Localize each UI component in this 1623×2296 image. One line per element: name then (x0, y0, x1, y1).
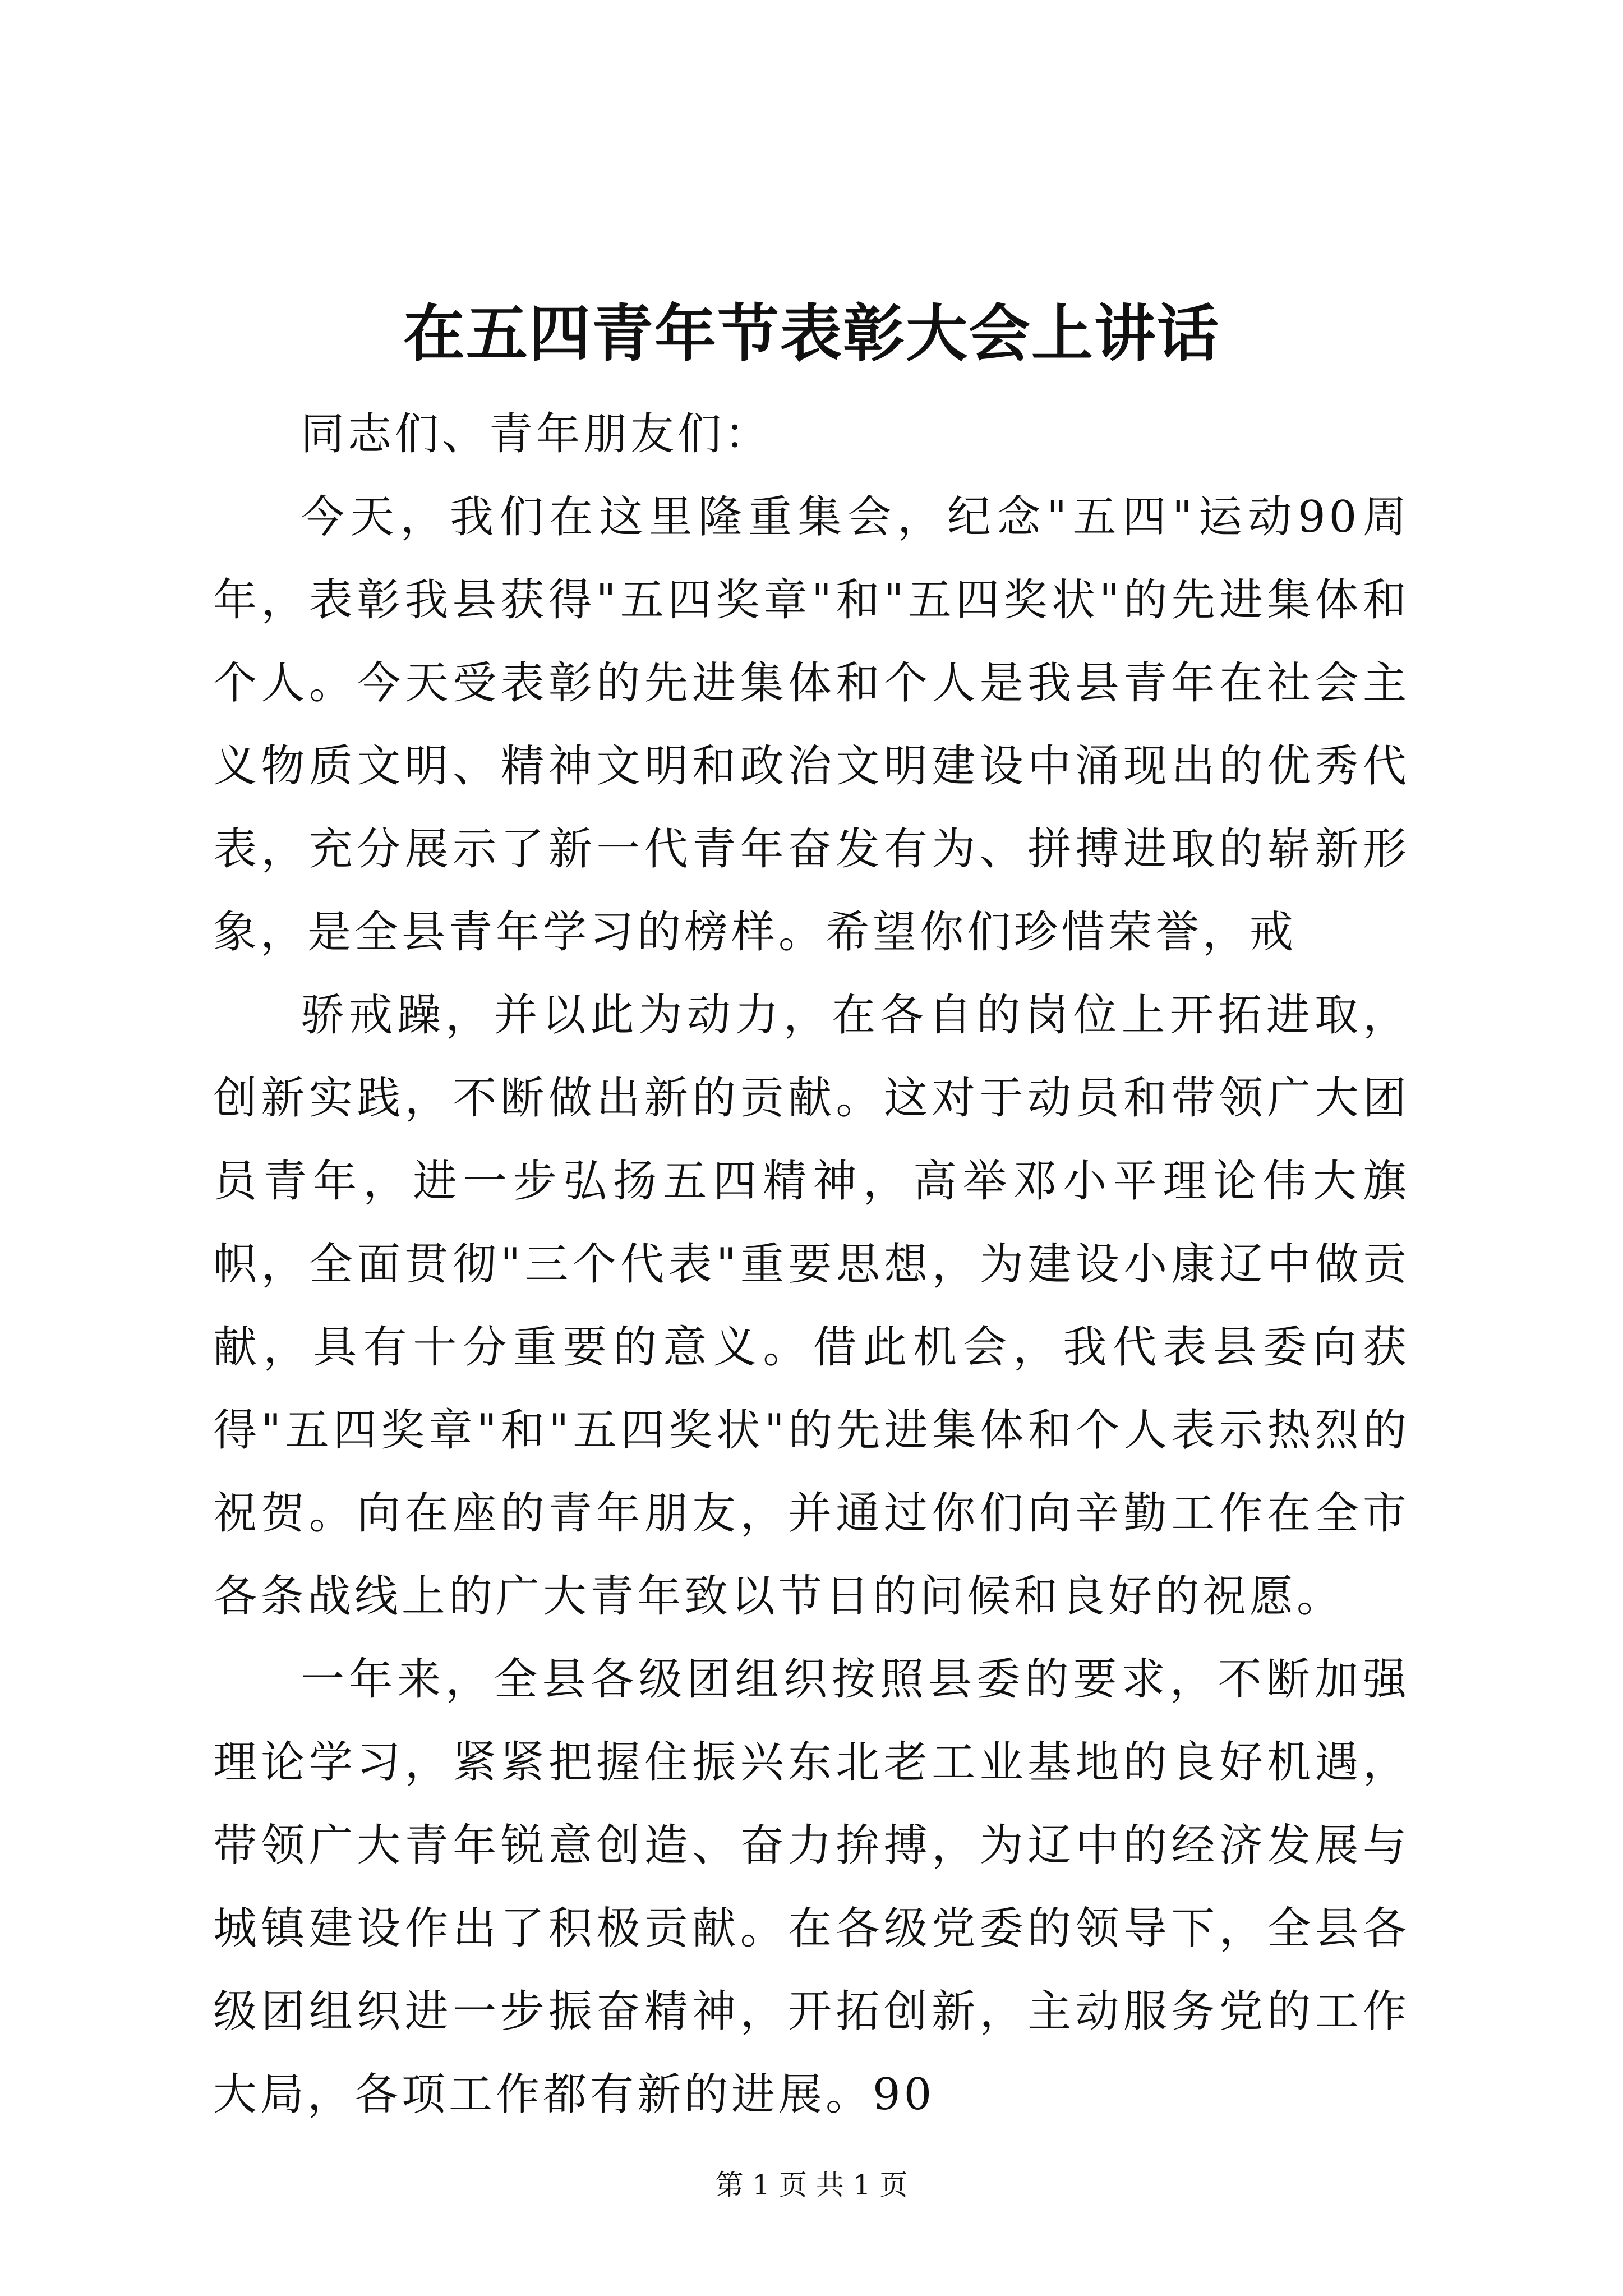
paragraph: 一年来，全县各级团组织按照县委的要求，不断加强理论学习，紧紧把握住振兴东北老工业基地的良好机遇，带领广大青年锐意创造、奋力拚搏，为辽中的经济发展与城镇建设作出了积极贡献。在各级党委的领导下，全县各级团组织进一步振奋精神，开拓创新，主动服务党的工作大局，各项工作都有新的进展。90 (213, 1654, 1410, 2120)
paragraph: 今天，我们在这里隆重集会，纪念"五四"运动90周年，表彰我县获得"五四奖章"和"五四奖状"的先进集体和个人。今天受表彰的先进集体和个人是我县青年在社会主义物质文明、精神文明和政治文明建设中涌现出的优秀代表，充分展示了新一代青年奋发有为、拼搏进取的崭新形象，是全县青年学习的榜样。希望你们珍惜荣誉，戒 (213, 492, 1410, 958)
page-footer: 第 1 页 共 1 页 (715, 2169, 908, 2201)
document-body (213, 393, 1410, 2136)
document-title: 在五四青年节表彰大会上讲话 (403, 297, 1220, 370)
paragraph: 骄戒躁，并以此为动力，在各自的岗位上开拓进取，创新实践，不断做出新的贡献。这对于动员和带领广大团员青年，进一步弘扬五四精神，高举邓小平理论伟大旗帜，全面贯彻"三个代表"重要思想，为建设小康辽中做贡献，具有十分重要的意义。借此机会，我代表县委向获得"五四奖章"和"五四奖状"的先进集体和个人表示热烈的祝贺。向在座的青年朋友，并通过你们向辛勤工作在全市各条战线上的广大青年致以节日的问候和良好的祝愿。 (213, 990, 1410, 1622)
paragraph-salutation: 同志们、青年朋友们： (301, 409, 772, 459)
